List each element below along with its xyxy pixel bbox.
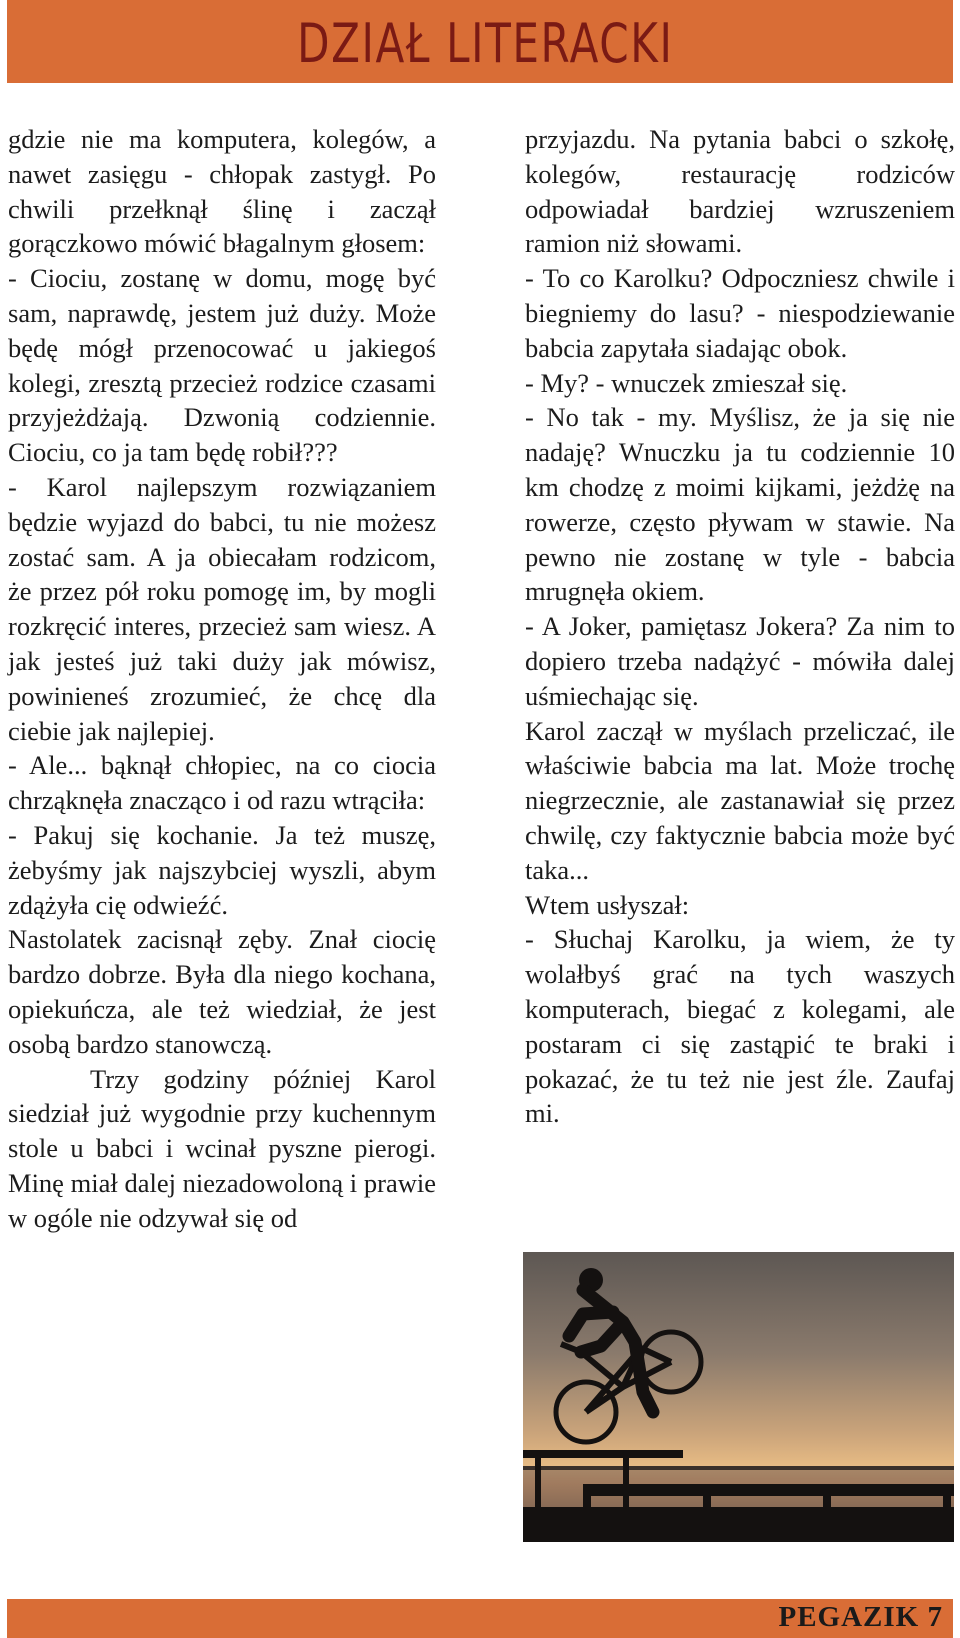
paragraph: - Słuchaj Karolku, ja wiem, że ty wolałbyś grać na tych waszych komputerach, biegać z kolegami, ale postaram ci się zastąpić te braki i pokazać, że tu też nie jest źle. Zaufaj mi. — [525, 924, 955, 1129]
footer-bar — [7, 1599, 953, 1638]
paragraph: Nastolatek zacisnął zęby. Znał ciocię bardzo dobrze. Była dla niego kochana, opiekuńcza, ale też wiedział, że jest osobą bardzo stanowczą. — [8, 924, 436, 1059]
right-column — [525, 122, 955, 1131]
header-bar — [7, 0, 953, 83]
left-column — [8, 122, 436, 1236]
paragraph: - Ale... bąknął chłopiec, na co ciocia chrząknęła znacząco i od razu wtrąciła: — [8, 750, 436, 816]
paragraph: Wtem usłyszał: — [525, 889, 690, 920]
paragraph: - My? - wnuczek zmieszał się. — [525, 367, 848, 398]
paragraph: Karol zaczął w myślach przeliczać, ile właściwie babcia ma lat. Może trochę niegrzecznie, ale zastanawiał się przez chwilę, czy faktycznie babcia może być taka... — [525, 715, 955, 885]
paragraph: Trzy godziny później Karol siedział już wygodnie przy kuchennym stole u babci i wcinał pyszne pierogi. Minę miał dalej niezadowoloną i prawie w ogóle nie odzywał się od — [8, 1063, 436, 1233]
photo-illustration — [523, 1252, 954, 1542]
paragraph: - A Joker, pamiętasz Jokera? Za nim to dopiero trzeba nadążyć - mówiła dalej uśmiechając się. — [525, 611, 955, 711]
paragraph: - Ciociu, zostanę w domu, mogę być sam, naprawdę, jestem już duży. Może będę mógł przenocować u jakiegoś kolegi, zresztą przecież rodzice czasami przyjeżdżają. Dzwonią codziennie. Ciociu, co ja tam będę robił??? — [8, 263, 436, 468]
paragraph: - Karol najlepszym rozwiązaniem będzie wyjazd do babci, tu nie możesz zostać sam. A ja obiecałam rodzicom, że przez pół roku pomogę im, by mogli rozkręcić interes, przecież sam wiesz. A jak jesteś już taki duży jak mówisz, powinieneś zrozumieć, że chcę dla ciebie jak najlepiej. — [8, 471, 436, 746]
paragraph: - Pakuj się kochanie. Ja też muszę, żebyśmy jak najszybciej wyszli, abym zdążyła cię odwieźć. — [8, 819, 436, 920]
paragraph: przyjazdu. Na pytania babci o szkołę, kolegów, restaurację rodziców odpowiadał bardziej wzruszeniem ramion niż słowami. — [525, 124, 955, 259]
paragraph: - To co Karolku? Odpoczniesz chwile i biegniemy do lasu? - niespodziewanie babcia zapytała siadając obok. — [525, 263, 955, 363]
section-title: DZIAŁ LITERACKI — [296, 12, 673, 75]
paragraph: - No tak - my. Myślisz, że ja się nie nadaję? Wnuczku ja tu codziennie 10 km chodzę z moimi kijkami, jeżdżę na rowerze, często pływam w stawie. Na pewno nie zostanę w tyle - babcia mrugnęła okiem. — [525, 402, 955, 607]
page-number-label: PEGAZIK 7 — [778, 1601, 943, 1633]
bmx-sunset-photo — [523, 1252, 954, 1542]
paragraph: gdzie nie ma komputera, kolegów, a nawet zasięgu - chłopak zastygł. Po chwili przełknął ślinę i zaczął gorączkowo mówić błagalnym głosem: — [8, 124, 436, 259]
